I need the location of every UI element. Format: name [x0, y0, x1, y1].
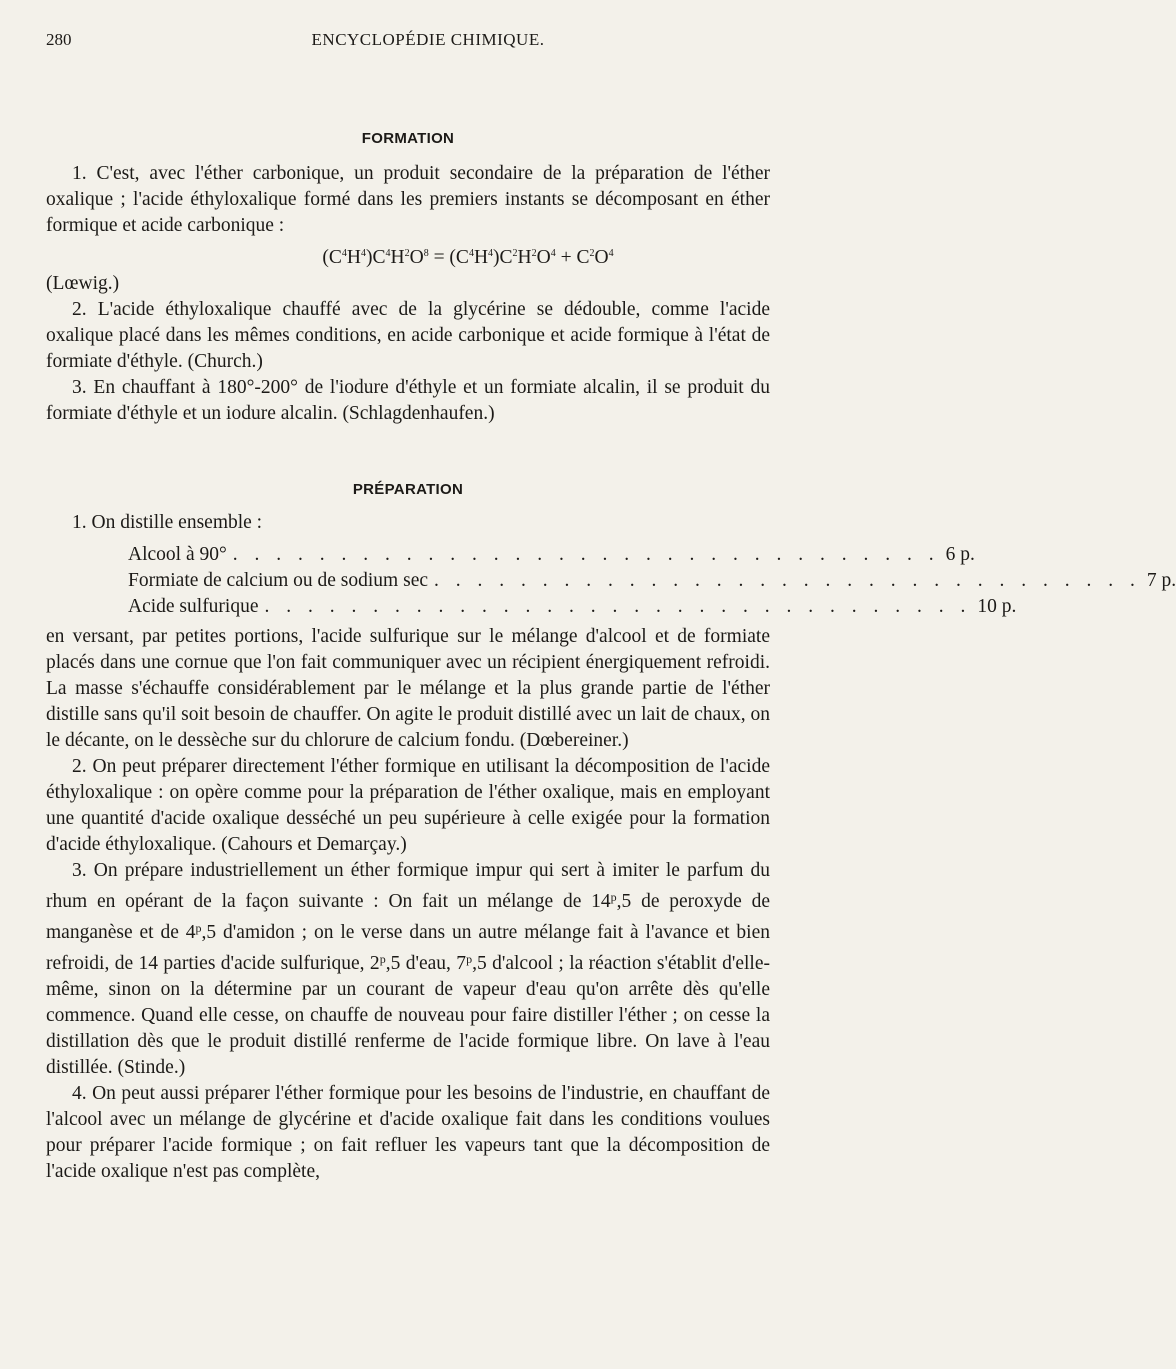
- recipe-ingredient: Alcool à 90°: [128, 544, 227, 565]
- preparation-intro: 1. On distille ensemble :: [72, 512, 263, 533]
- recipe-quantity: 7 p.: [1146, 570, 1176, 591]
- preparation-paragraph-2: 2. On peut préparer directement l'éther formique en utilisant la décomposition de l'acide éthyloxalique : on opère comme pour la préparation de l'éther oxalique, mais en employant une quantité d'acide oxalique desséché un peu supérieure à celle exigée pour la formation d'acide éthyloxalique. (Cahours et Demarçay.): [46, 756, 770, 855]
- recipe-ingredient: Acide sulfurique: [128, 596, 259, 617]
- section-heading-preparation: PRÉPARATION: [352, 481, 464, 498]
- dot-leader: . . . . . . . . . . . . . . . . . . . . . . . . . . . . . . . . .: [264, 596, 972, 617]
- formation-paragraph-3: 3. En chauffant à 180°-200° de l'iodure d'éthyle et un formiate alcalin, il se produit du formiate d'éthyle et un iodure alcalin. (Schlagdenhaufen.): [46, 377, 770, 424]
- dot-leader: . . . . . . . . . . . . . . . . . . . . . . . . . . . . . . . . .: [434, 570, 1141, 591]
- preparation-paragraph-1-body: en versant, par petites portions, l'acide sulfurique sur le mélange d'alcool et de formiate placés dans une cornue que l'on fait communiquer avec un récipient énergiquement refroidi. La masse s'échauffe considérablement par le mélange et la plus grande partie de l'éther distille sans qu'il soit besoin de chauffer. On agite le produit distillé avec un lait de chaux, on le décante, on le dessèche sur du chlorure de calcium fondu. (Dœbereiner.): [46, 626, 770, 751]
- recipe-row: [128, 542, 975, 568]
- formation-attribution: (Lœwig.): [46, 273, 120, 294]
- recipe-quantity: 6 p.: [945, 544, 975, 565]
- recipe-quantity: 10 p.: [977, 596, 1017, 617]
- preparation-paragraph-3: 3. On prépare industriellement un éther formique impur qui sert à imiter le parfum du rhum en opérant de la façon suivante : On fait un mélange de 14$^p$,5 de peroxyde de manganèse et de 4$^p$,5 d'amidon ; on le verse dans un autre mélange fait à l'avance et bien refroidi, de 14 parties d'acide sulfurique, 2$^p$,5 d'eau, 7$^p$,5 d'alcool ; la réaction s'établit d'elle-même, sinon on la détermine par un courant de vapeur d'eau qu'on arrête dès qu'elle commence. Quand elle cesse, on chauffe de nouveau pour faire distiller l'éther ; on cesse la distillation dès que le produit distillé renferme de l'acide formique libre. On lave à l'eau distillée. (Stinde.): [46, 860, 770, 1078]
- running-title: ENCYCLOPÉDIE CHIMIQUE.: [311, 30, 545, 49]
- recipe-row: [128, 568, 1176, 594]
- recipe-ingredient: Formiate de calcium ou de sodium sec: [128, 570, 429, 591]
- section-heading-formation: FORMATION: [361, 130, 455, 147]
- page-header: [46, 26, 770, 60]
- formation-paragraph-2: 2. L'acide éthyloxalique chauffé avec de la glycérine se dédouble, comme l'acide oxalique placé dans les mêmes conditions, en acide carbonique et acide formique à l'état de formiate d'éthyle. (Church.): [46, 299, 770, 372]
- chemical-equation: $(C^4H^4)C^4H^2O^8 = (C^4H^4)C^2H^2O^4 + C^2O^4$: [322, 247, 614, 268]
- recipe-list: [128, 542, 1176, 620]
- recipe-row: [128, 594, 1017, 620]
- preparation-paragraph-4: 4. On peut aussi préparer l'éther formique pour les besoins de l'industrie, en chauffant de l'alcool avec un mélange de glycérine et d'acide oxalique fait dans les conditions voulues pour préparer l'acide formique ; on fait refluer les vapeurs tant que la décomposition de l'acide oxalique n'est pas complète,: [46, 1083, 770, 1182]
- dot-leader: . . . . . . . . . . . . . . . . . . . . . . . . . . . . . . . . .: [232, 544, 940, 565]
- page-number: 280: [46, 30, 72, 49]
- formation-paragraph-1: 1. C'est, avec l'éther carbonique, un produit secondaire de la préparation de l'éther oxalique ; l'acide éthyloxalique formé dans les premiers instants se décomposant en éther formique et acide carbonique :: [46, 163, 770, 236]
